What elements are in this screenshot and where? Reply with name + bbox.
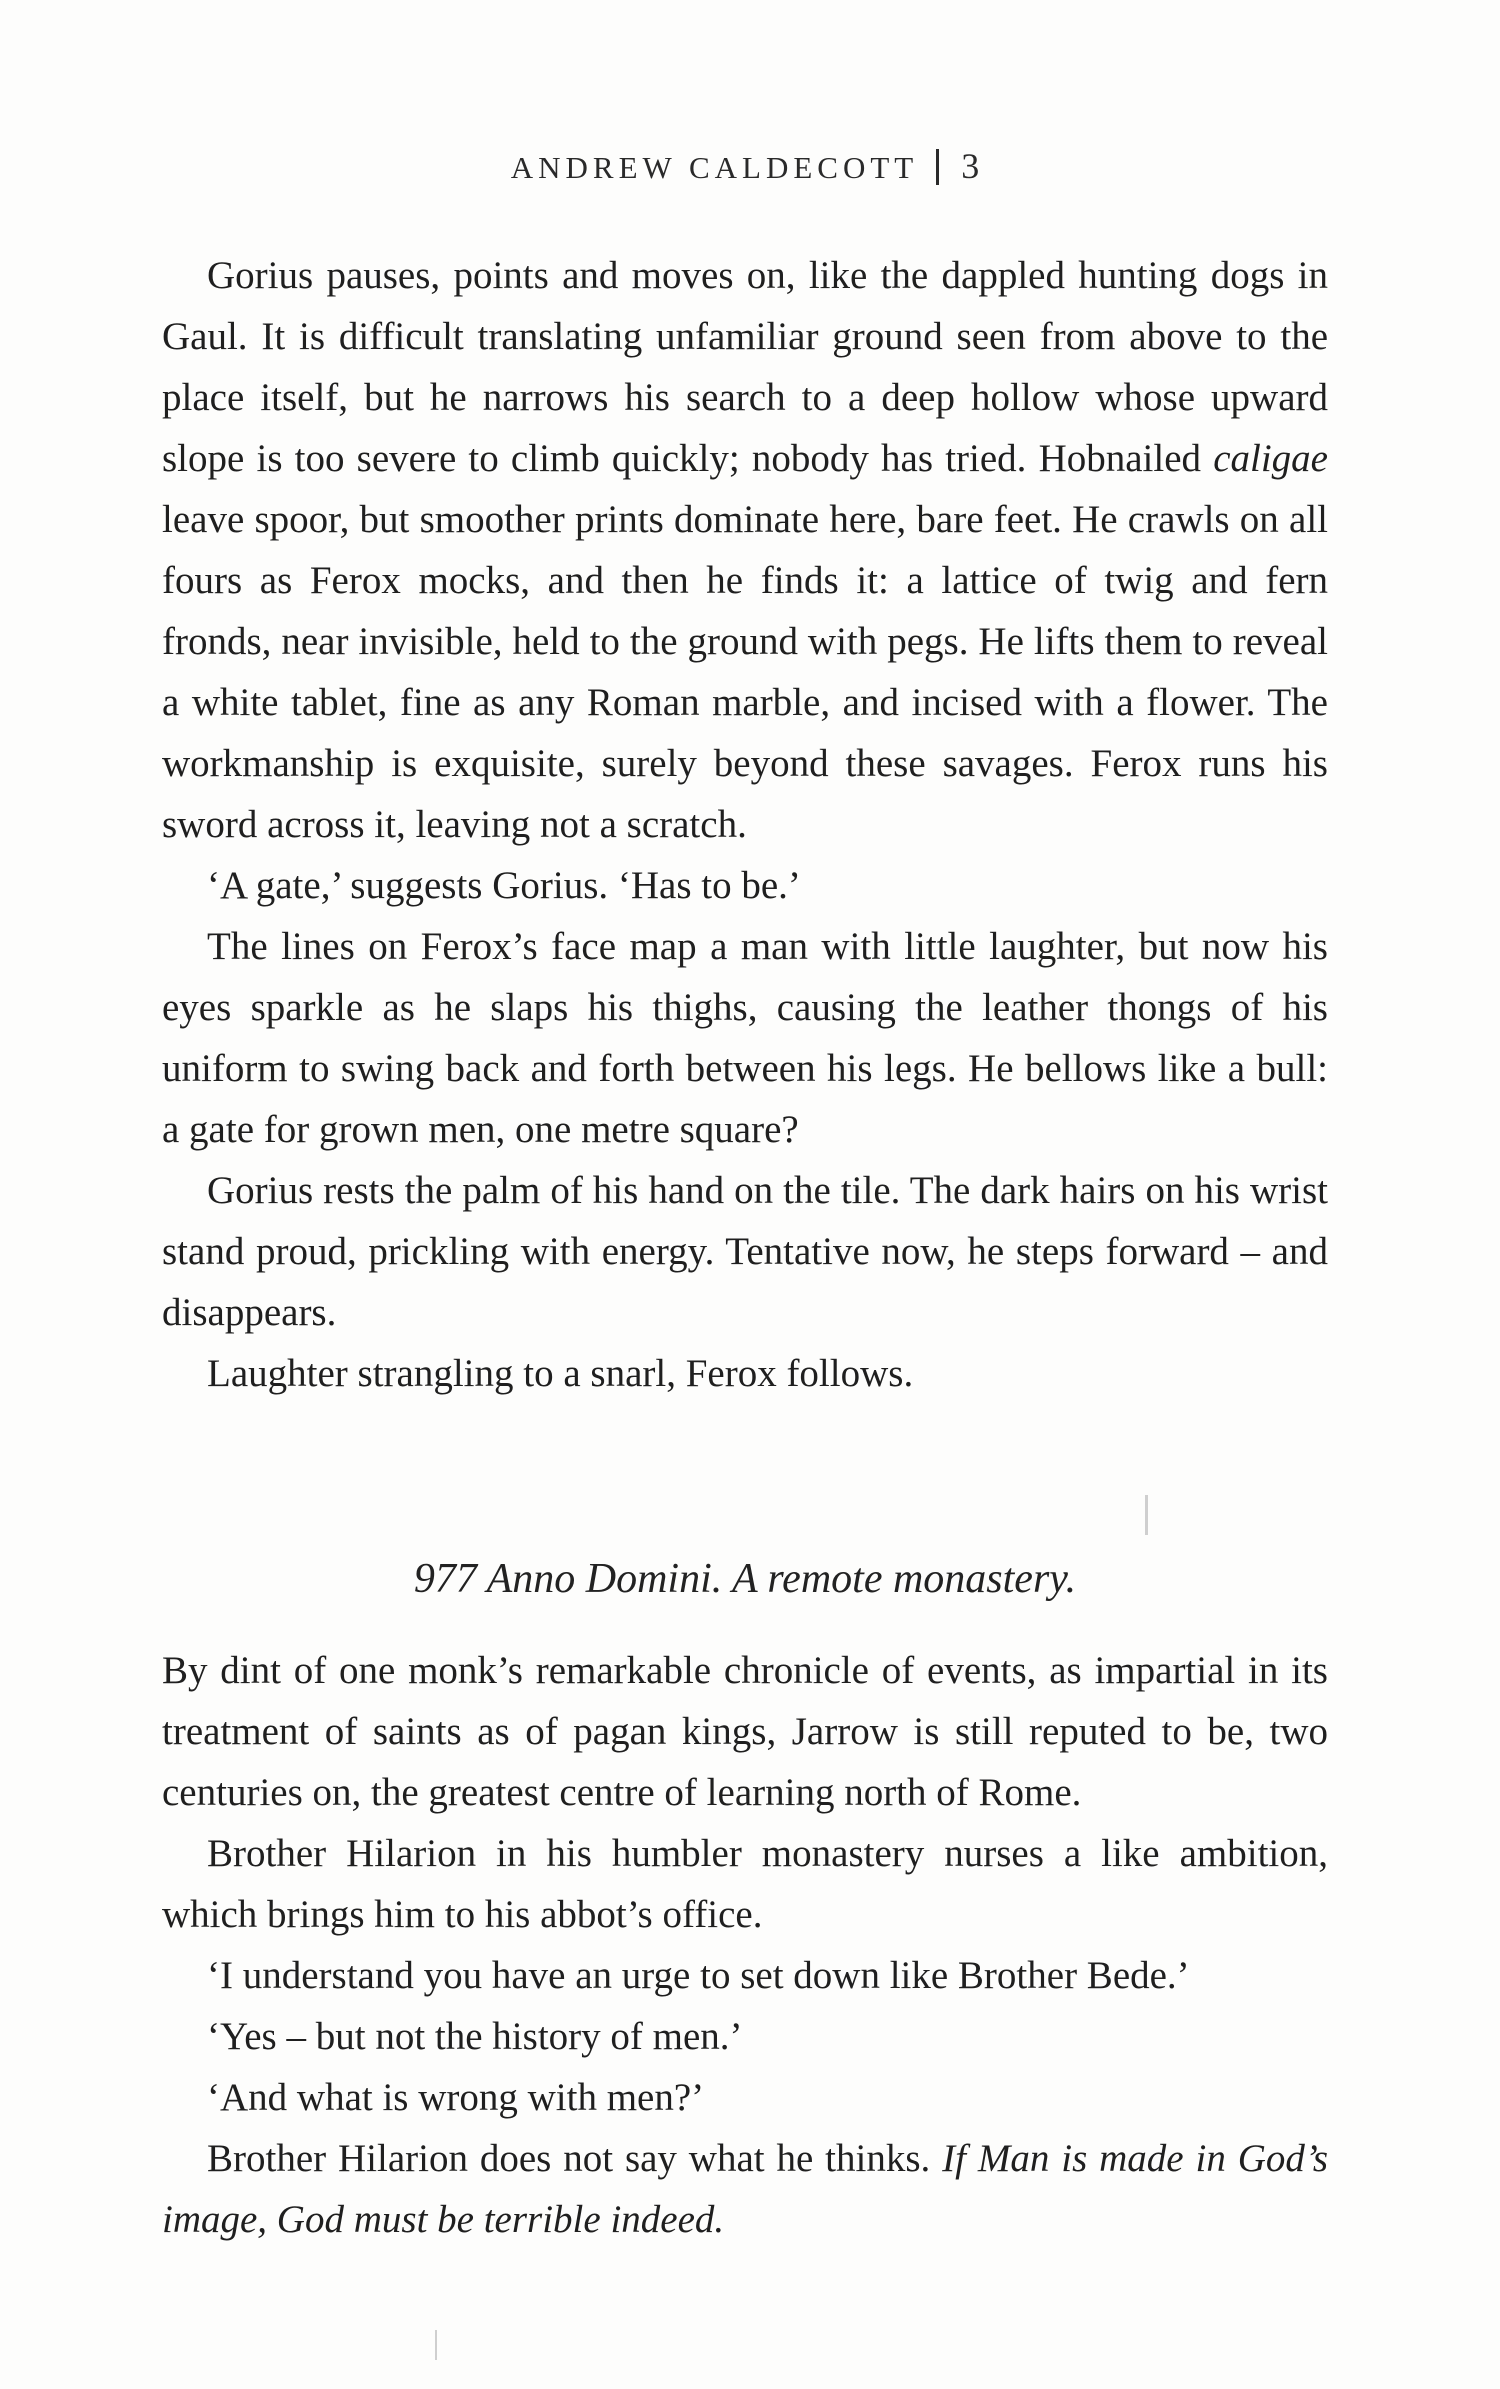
author-name: ANDREW CALDECOTT [510, 150, 919, 185]
paragraph-text: leave spoor, but smoother prints dominate here, bare feet. He crawls on all fours as Ferox mocks, and then he finds it: a lattice of twig and fern fronds, near invisible, held to the ground with pegs. He lifts them to reveal a white tablet, fine as any Roman marble, and incised with a flower. The workmanship is exquisite, surely beyond these savages. Ferox runs his sword across it, leaving not a scratch. [162, 498, 1328, 846]
section-roman [162, 245, 1328, 1404]
paragraph: Gorius rests the palm of his hand on the tile. The dark hairs on his wrist stand proud, prickling with energy. Tentative now, he steps forward – and disappears. [162, 1169, 1328, 1334]
scan-mark [1145, 1495, 1148, 1535]
italic-thought: If Man is made in God’s image, God must be terrible indeed. [162, 2137, 1328, 2241]
paragraph [162, 245, 1328, 855]
paragraph: ‘I understand you have an urge to set down like Brother Bede.’ [207, 1954, 1190, 1997]
header-divider [936, 149, 939, 185]
scan-mark [435, 2330, 437, 2360]
paragraph: The lines on Ferox’s face map a man with little laughter, but now his eyes sparkle as he slaps his thighs, causing the leather thongs of his uniform to swing back and forth between his legs. He bellows like a bull: a gate for grown men, one metre square? [162, 925, 1328, 1151]
page-number: 3 [961, 146, 980, 186]
paragraph: Brother Hilarion in his humbler monastery nurses a like ambition, which brings him to his abbot’s office. [162, 1832, 1328, 1936]
paragraph-text: Brother Hilarion does not say what he thinks. [207, 2137, 943, 2180]
paragraph: ‘Yes – but not the history of men.’ [207, 2015, 743, 2058]
paragraph: Laughter strangling to a snarl, Ferox follows. [207, 1352, 914, 1395]
running-head [162, 145, 1328, 187]
section-heading: 977 Anno Domini. A remote monastery. [413, 1556, 1077, 1602]
paragraph: ‘And what is wrong with men?’ [207, 2076, 705, 2119]
paragraph [162, 2128, 1328, 2250]
paragraph-text: Gorius pauses, points and moves on, like the dappled hunting dogs in Gaul. It is difficult translating unfamiliar ground seen from above to the place itself, but he narrows his search to a deep hollow whose upward slope is too severe to climb quickly; nobody has tried. Hobnailed [162, 254, 1328, 480]
italic-term: caligae [1213, 437, 1328, 480]
paragraph: By dint of one monk’s remarkable chronicle of events, as impartial in its treatment of saints as of pagan kings, Jarrow is still reputed to be, two centuries on, the greatest centre of learning north of Rome. [162, 1649, 1328, 1814]
section-monastery [162, 1640, 1328, 2250]
paragraph: ‘A gate,’ suggests Gorius. ‘Has to be.’ [207, 864, 801, 907]
